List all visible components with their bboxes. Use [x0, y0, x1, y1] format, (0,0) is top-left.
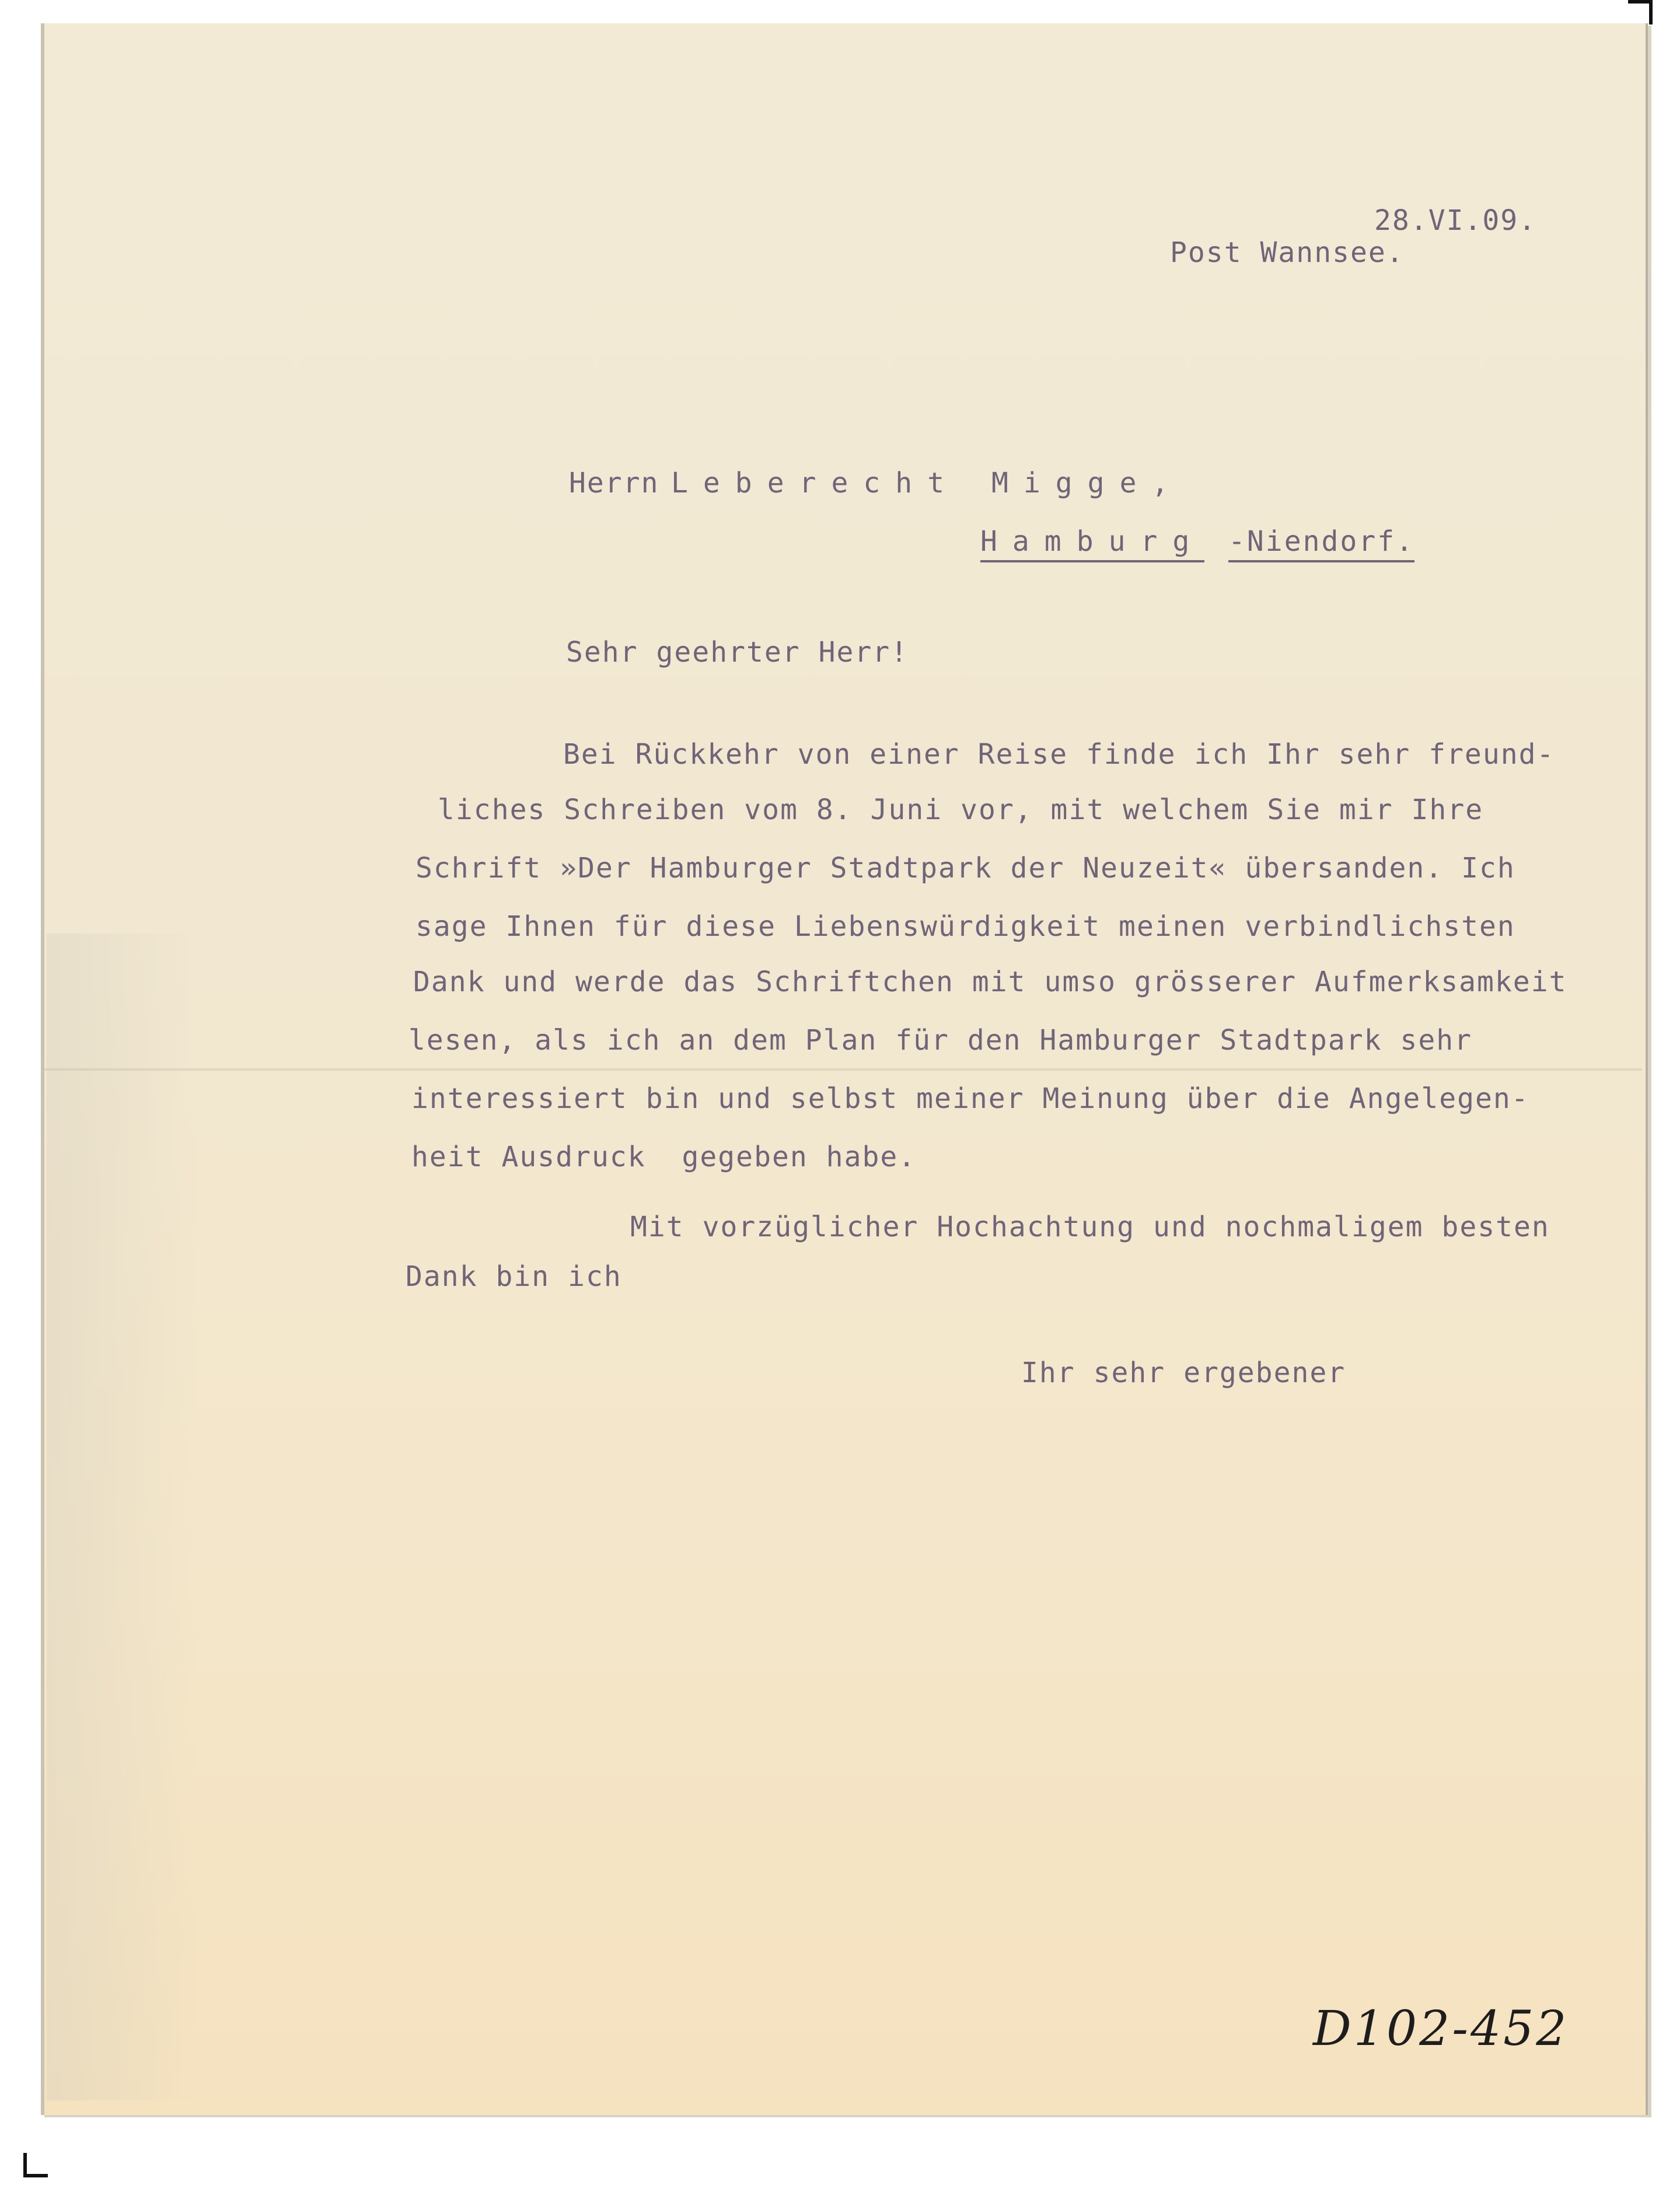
archive-signature-mark: D102-452	[1313, 2001, 1569, 2057]
recipient-city: Hamburg	[980, 525, 1204, 562]
recipient-prefix: Herrn	[569, 467, 659, 499]
body-line: sage Ihnen für diese Liebenswürdigkeit meinen verbindlichsten	[415, 910, 1515, 943]
body-line: Schrift »Der Hamburger Stadtpark der Neuzeit« übersanden. Ich	[415, 852, 1515, 885]
crop-mark-top-right	[1628, 0, 1653, 25]
recipient-name: Leberecht Migge,	[671, 467, 1184, 499]
sheet-shading	[47, 934, 198, 2100]
recipient-district: -Niendorf.	[1228, 525, 1414, 562]
closing-line: Mit vorzüglicher Hochachtung und nochmaligem besten	[630, 1211, 1550, 1243]
greeting: Sehr geehrter Herr!	[566, 636, 909, 669]
body-line: interessiert bin und selbst meiner Meinung über die Angelegen-	[411, 1082, 1529, 1115]
fold-line	[43, 1068, 1642, 1071]
closing-line: Dank bin ich	[406, 1260, 622, 1293]
letter-date: 28.VI.09.	[1374, 204, 1537, 237]
body-line: liches Schreiben vom 8. Juni vor, mit welchem Sie mir Ihre	[438, 793, 1484, 826]
letter-place: Post Wannsee.	[1170, 236, 1405, 269]
sign-off: Ihr sehr ergebener	[1021, 1357, 1346, 1389]
body-line: Bei Rückkehr von einer Reise finde ich Ihr sehr freund-	[563, 738, 1555, 771]
body-line: Dank und werde das Schriftchen mit umso grösserer Aufmerksamkeit	[413, 966, 1567, 998]
crop-mark-bottom-left	[23, 2153, 48, 2177]
body-line: heit Ausdruck gegeben habe.	[411, 1141, 917, 1173]
body-line: lesen, als ich an dem Plan für den Hamburger Stadtpark sehr	[408, 1024, 1473, 1057]
